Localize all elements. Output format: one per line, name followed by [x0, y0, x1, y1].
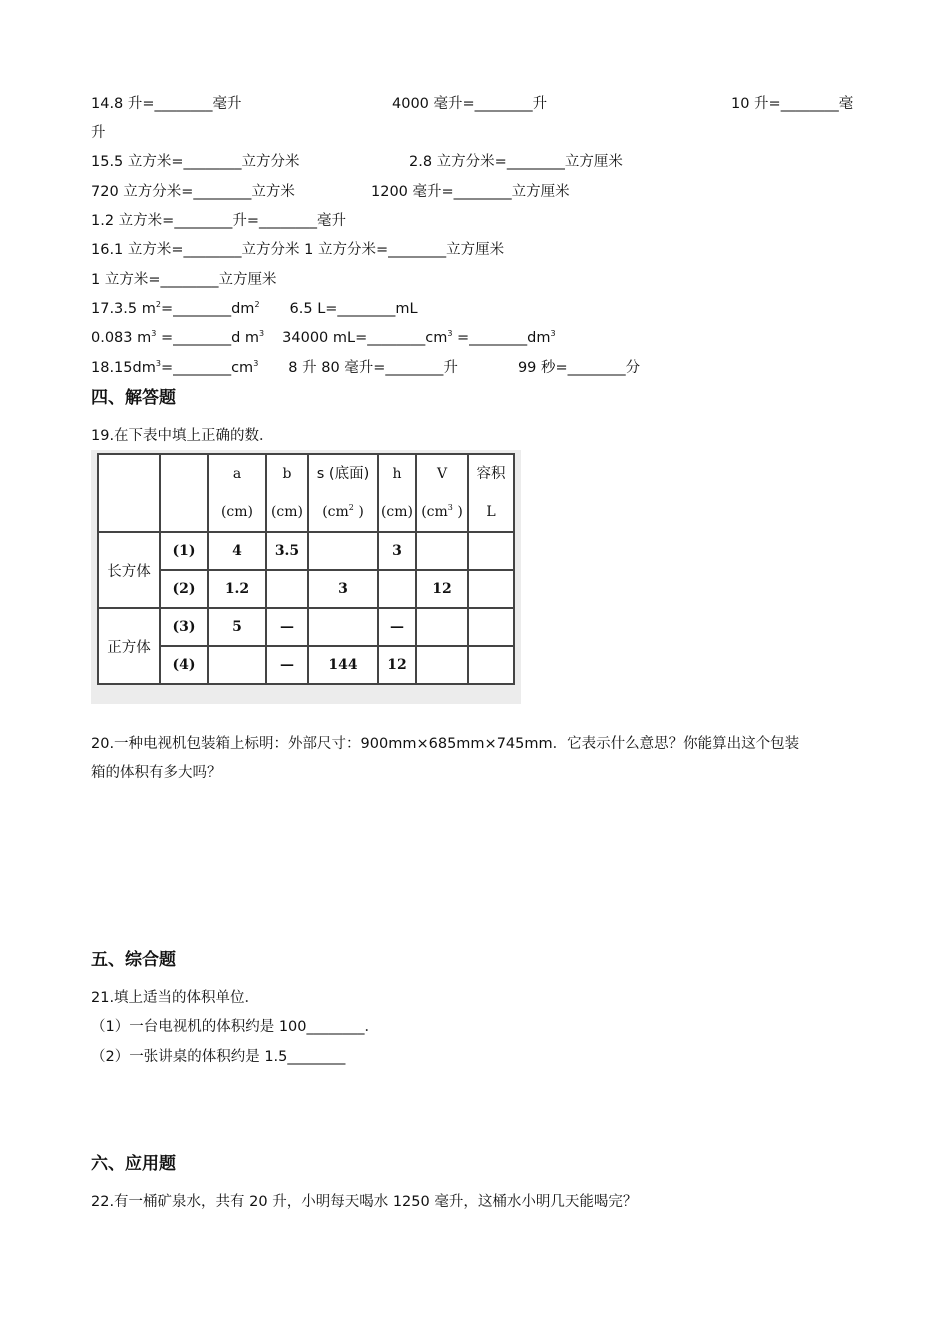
- q20-text-line2: 箱的体积有多大吗？: [91, 765, 222, 781]
- q15-part3: 720 立方分米=________立方米: [91, 184, 295, 200]
- q14-part3-wrap: 升: [91, 125, 106, 141]
- section-heading-4: 四、解答题: [91, 388, 176, 408]
- q15-part4: 1200 毫升=________立方厘米: [371, 184, 570, 200]
- cell: [378, 570, 416, 608]
- cell: 12: [416, 570, 468, 608]
- cell: [308, 608, 378, 646]
- cell: —: [266, 646, 308, 684]
- group-cuboid: 长方体: [98, 532, 160, 608]
- q14-part3: 10 升=________毫: [731, 96, 854, 112]
- q15-part2: 2.8 立方分米=________立方厘米: [409, 154, 623, 170]
- cell: [468, 608, 514, 646]
- cell: [416, 646, 468, 684]
- cell: [308, 532, 378, 570]
- cell: [208, 646, 266, 684]
- header-v: V ($cm^3$ ): [416, 454, 468, 532]
- row-index: (4): [160, 646, 208, 684]
- cell: [416, 532, 468, 570]
- table-row: [98, 608, 514, 646]
- q14-part2: 4000 毫升=________升: [392, 96, 548, 112]
- cell: [468, 646, 514, 684]
- cell: 3: [308, 570, 378, 608]
- q16-part2: 1 立方米=________立方厘米: [91, 272, 277, 288]
- q15-part5: 1.2 立方米=________升=________毫升: [91, 213, 346, 229]
- cell: 144: [308, 646, 378, 684]
- header-a: a (cm): [208, 454, 266, 532]
- q14-part1: 14.8 升=________毫升: [91, 96, 242, 112]
- q19-table: [97, 453, 515, 685]
- cell: [416, 608, 468, 646]
- cell: [468, 570, 514, 608]
- header-capacity: 容积 L: [468, 454, 514, 532]
- q17-line1: 17.3.5 $m^2=\_\_\_\_\_\_\_\_dm^2$ 6.5 L=________mL: [91, 300, 418, 317]
- q15-part1: 15.5 立方米=________立方分米: [91, 154, 300, 170]
- row-index: (2): [160, 570, 208, 608]
- row-index: (1): [160, 532, 208, 570]
- cell: 3: [378, 532, 416, 570]
- cell: —: [266, 608, 308, 646]
- q22-text: 22.有一桶矿泉水，共有 20 升，小明每天喝水 1250 毫升，这桶水小明几天能喝完？: [91, 1194, 638, 1210]
- cell: 12: [378, 646, 416, 684]
- cell: 1.2: [208, 570, 266, 608]
- table-corner-2: [160, 454, 208, 532]
- header-b: b (cm): [266, 454, 308, 532]
- q19-text: 19.在下表中填上正确的数．: [91, 428, 274, 444]
- table-row: [98, 646, 514, 684]
- section-heading-5: 五、综合题: [91, 950, 176, 970]
- header-h: h (cm): [378, 454, 416, 532]
- cell: 5: [208, 608, 266, 646]
- table-row: [98, 532, 514, 570]
- q18-line: $18.15dm^3=\_\_\_\_\_\_\_\_cm^3$ 8 升 80 毫升=________升 99 秒=________分: [91, 359, 641, 376]
- header-s: s (底面) ($cm^2$ ): [308, 454, 378, 532]
- table-corner: [98, 454, 160, 532]
- cell: 4: [208, 532, 266, 570]
- cell: [266, 570, 308, 608]
- section-heading-6: 六、应用题: [91, 1154, 176, 1174]
- q17-line2: 0.083 $m^3$ =________d $m^3$ 34000 $mL=\_\_\_\_\_\_\_\_cm^3$ $=\_\_\_\_\_\_\_\_dm^3$: [91, 329, 556, 346]
- row-index: (3): [160, 608, 208, 646]
- q19-table-image: [91, 450, 521, 704]
- q16-line: 16.1 立方米=________立方分米 1 立方分米=________立方厘米: [91, 242, 505, 258]
- cell: —: [378, 608, 416, 646]
- group-cube: 正方体: [98, 608, 160, 684]
- q20-text-line1: 20.一种电视机包装箱上标明：外部尺寸：900mm×685mm×745mm．它表示什么意思？你能算出这个包装: [91, 736, 800, 752]
- q21-item-1: （1）一台电视机的体积约是 100________．: [91, 1019, 380, 1035]
- q21-text: 21.填上适当的体积单位．: [91, 990, 260, 1006]
- q21-item-2: （2）一张讲桌的体积约是 1.5________: [91, 1049, 346, 1065]
- table-row: [98, 570, 514, 608]
- cell: [468, 532, 514, 570]
- cell: 3.5: [266, 532, 308, 570]
